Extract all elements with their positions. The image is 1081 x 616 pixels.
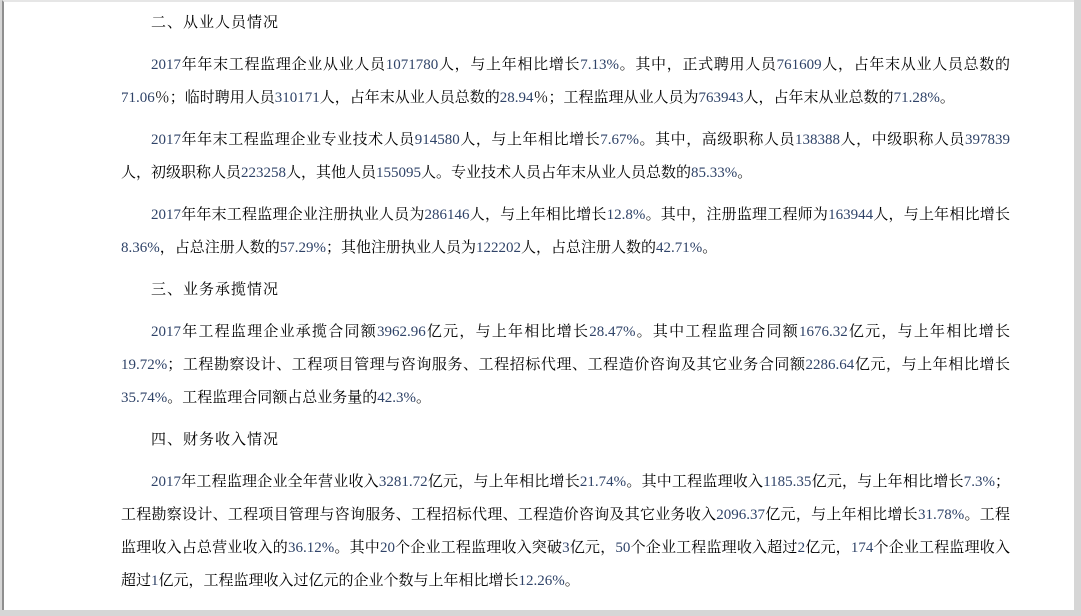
paragraph-personnel-total: 2017年年末工程监理企业从业人员1071780人，与上年相比增长7.13%。其中，正式聘用人员761609人，占年末从业人员总数的71.06％；临时聘用人员310171人，占年末从业人员总数的28.94％；工程监理从业人员为763943人，占年末从业总数的71.28%。 [121, 57, 1010, 106]
section-heading-personnel: 二、从业人员情况 [151, 15, 280, 31]
section-heading-finance: 四、财务收入情况 [151, 432, 280, 448]
paragraph-technical-staff: 2017年年末工程监理企业专业技术人员914580人，与上年相比增长7.67%。其中，高级职称人员138388人，中级职称人员397839人，初级职称人员223258人，其他人员155095人。专业技术人员占年末从业人员总数的85.33%。 [121, 132, 1010, 181]
document-page [2, 0, 1074, 610]
paragraph-registered-staff: 2017年年末工程监理企业注册执业人员为286146人，与上年相比增长12.8%。其中，注册监理工程师为163944人，与上年相比增长8.36%，占总注册人数的57.29%；其他注册执业人员为122202人，占总注册人数的42.71%。 [121, 207, 1010, 256]
section-heading-business: 三、业务承揽情况 [151, 282, 280, 298]
paragraph-revenue: 2017年工程监理企业全年营业收入3281.72亿元，与上年相比增长21.74%。其中工程监理收入1185.35亿元，与上年相比增长7.3%；工程勘察设计、工程项目管理与咨询服务、工程招标代理、工程造价咨询及其它业务收入2096.37亿元，与上年相比增长31.78%。工程监理收入占总营业收入的36.12%。其中20个企业工程监理收入突破3亿元，50个企业工程监理收入超过2亿元，174个企业工程监理收入超过1亿元，工程监理收入过亿元的企业个数与上年相比增长12.26%。 [121, 474, 1010, 589]
document-content [4, 2, 1074, 610]
paragraph-contract-amount: 2017年工程监理企业承揽合同额3962.96亿元，与上年相比增长28.47%。其中工程监理合同额1676.32亿元，与上年相比增长19.72%；工程勘察设计、工程项目管理与咨询服务、工程招标代理、工程造价咨询及其它业务合同额2286.64亿元，与上年相比增长35.74%。工程监理合同额占总业务量的42.3%。 [121, 324, 1010, 406]
